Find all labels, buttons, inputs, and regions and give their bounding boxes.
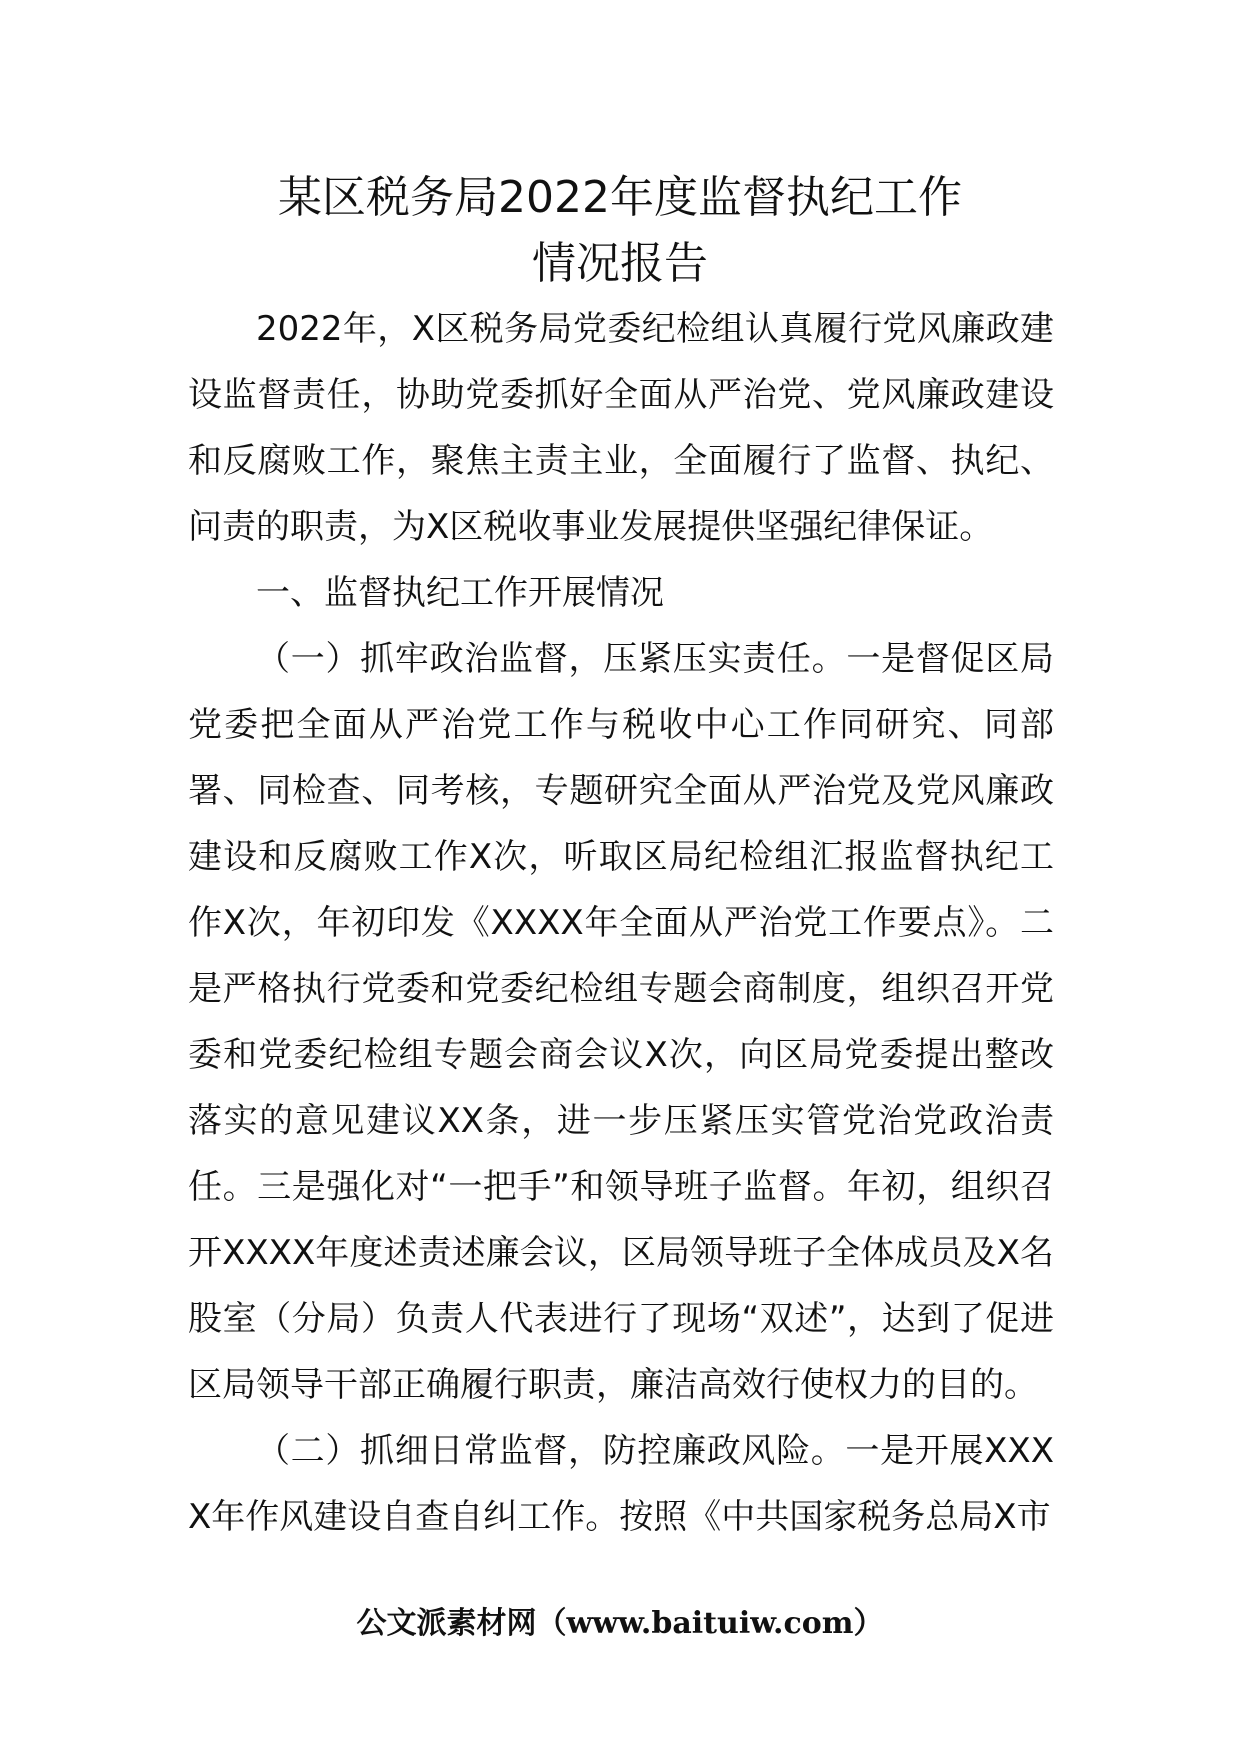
paragraph-daily-supervision: （二）抓细日常监督，防控廉政风险。一是开展XXXX年作风建设自查自纠工作。按照《中共国家税务总局X市 xyxy=(188,1431,1054,1537)
footer-watermark: 公文派素材网（www.baituiw.com） xyxy=(356,1606,884,1641)
document-title-line-2: 情况报告 xyxy=(532,238,708,289)
paragraph-intro: 2022年，X区税务局党委纪检组认真履行党风廉政建设监督责任，协助党委抓好全面从严治党、党风廉政建设和反腐败工作，聚焦主责主业，全面履行了监督、执纪、问责的职责，为X区税收事业发展提供坚强纪律保证。 xyxy=(188,309,1054,547)
document-title-line-1: 某区税务局2022年度监督执纪工作 xyxy=(278,172,962,223)
paragraph-political-supervision: （一）抓牢政治监督，压紧压实责任。一是督促区局党委把全面从严治党工作与税收中心工作同研究、同部署、同检查、同考核，专题研究全面从严治党及党风廉政建设和反腐败工作X次，听取区局纪检组汇报监督执纪工作X次，年初印发《XXXX年全面从严治党工作要点》。二是严格执行党委和党委纪检组专题会商制度，组织召开党委和党委纪检组专题会商会议X次，向区局党委提出整改落实的意见建议XX条，进一步压紧压实管党治党政治责任。三是强化对“一把手”和领导班子监督。年初，组织召开XXXX年度述责述廉会议，区局领导班子全体成员及X名股室（分局）负责人代表进行了现场“双述”，达到了促进区局领导干部正确履行职责，廉洁高效行使权力的目的。 xyxy=(188,639,1054,1405)
section-heading-1: 一、监督执纪工作开展情况 xyxy=(256,573,664,613)
document-body xyxy=(188,296,1054,1550)
